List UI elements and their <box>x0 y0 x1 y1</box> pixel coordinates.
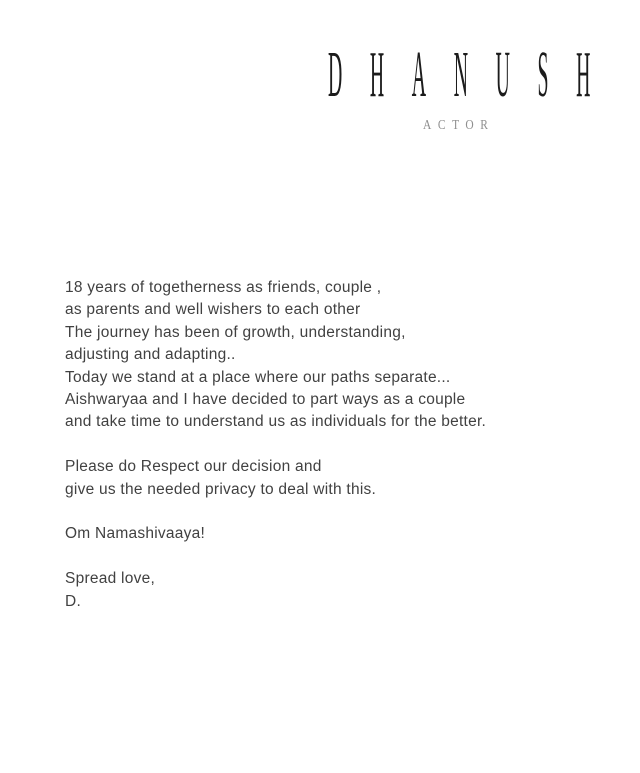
paragraph-signoff <box>65 568 595 613</box>
statement-line: give us the needed privacy to deal with this. <box>65 480 377 498</box>
statement-line: The journey has been of growth, understanding, <box>65 323 406 341</box>
brand-wordmark: DHANUSH <box>328 38 619 111</box>
statement-line: D. <box>65 592 81 610</box>
statement-line: Spread love, <box>65 570 156 588</box>
statement-text <box>65 277 595 613</box>
paragraph-togetherness <box>65 277 595 434</box>
statement-line: Today we stand at a place where our paths separate... <box>65 368 451 386</box>
statement-line: adjusting and adapting.. <box>65 346 236 364</box>
paragraph-blessing <box>65 523 595 545</box>
paragraph-privacy-request <box>65 456 595 501</box>
statement-line: Aishwaryaa and I have decided to part ways as a couple <box>65 391 466 409</box>
statement-line: and take time to understand us as individuals for the better. <box>65 413 487 431</box>
brand-subtitle: ACTOR <box>423 118 495 133</box>
statement-line: Please do Respect our decision and <box>65 458 322 476</box>
statement-line: 18 years of togetherness as friends, couple , <box>65 279 382 296</box>
statement-line: Om Namashivaaya! <box>65 525 206 543</box>
statement-line: as parents and well wishers to each other <box>65 301 361 319</box>
